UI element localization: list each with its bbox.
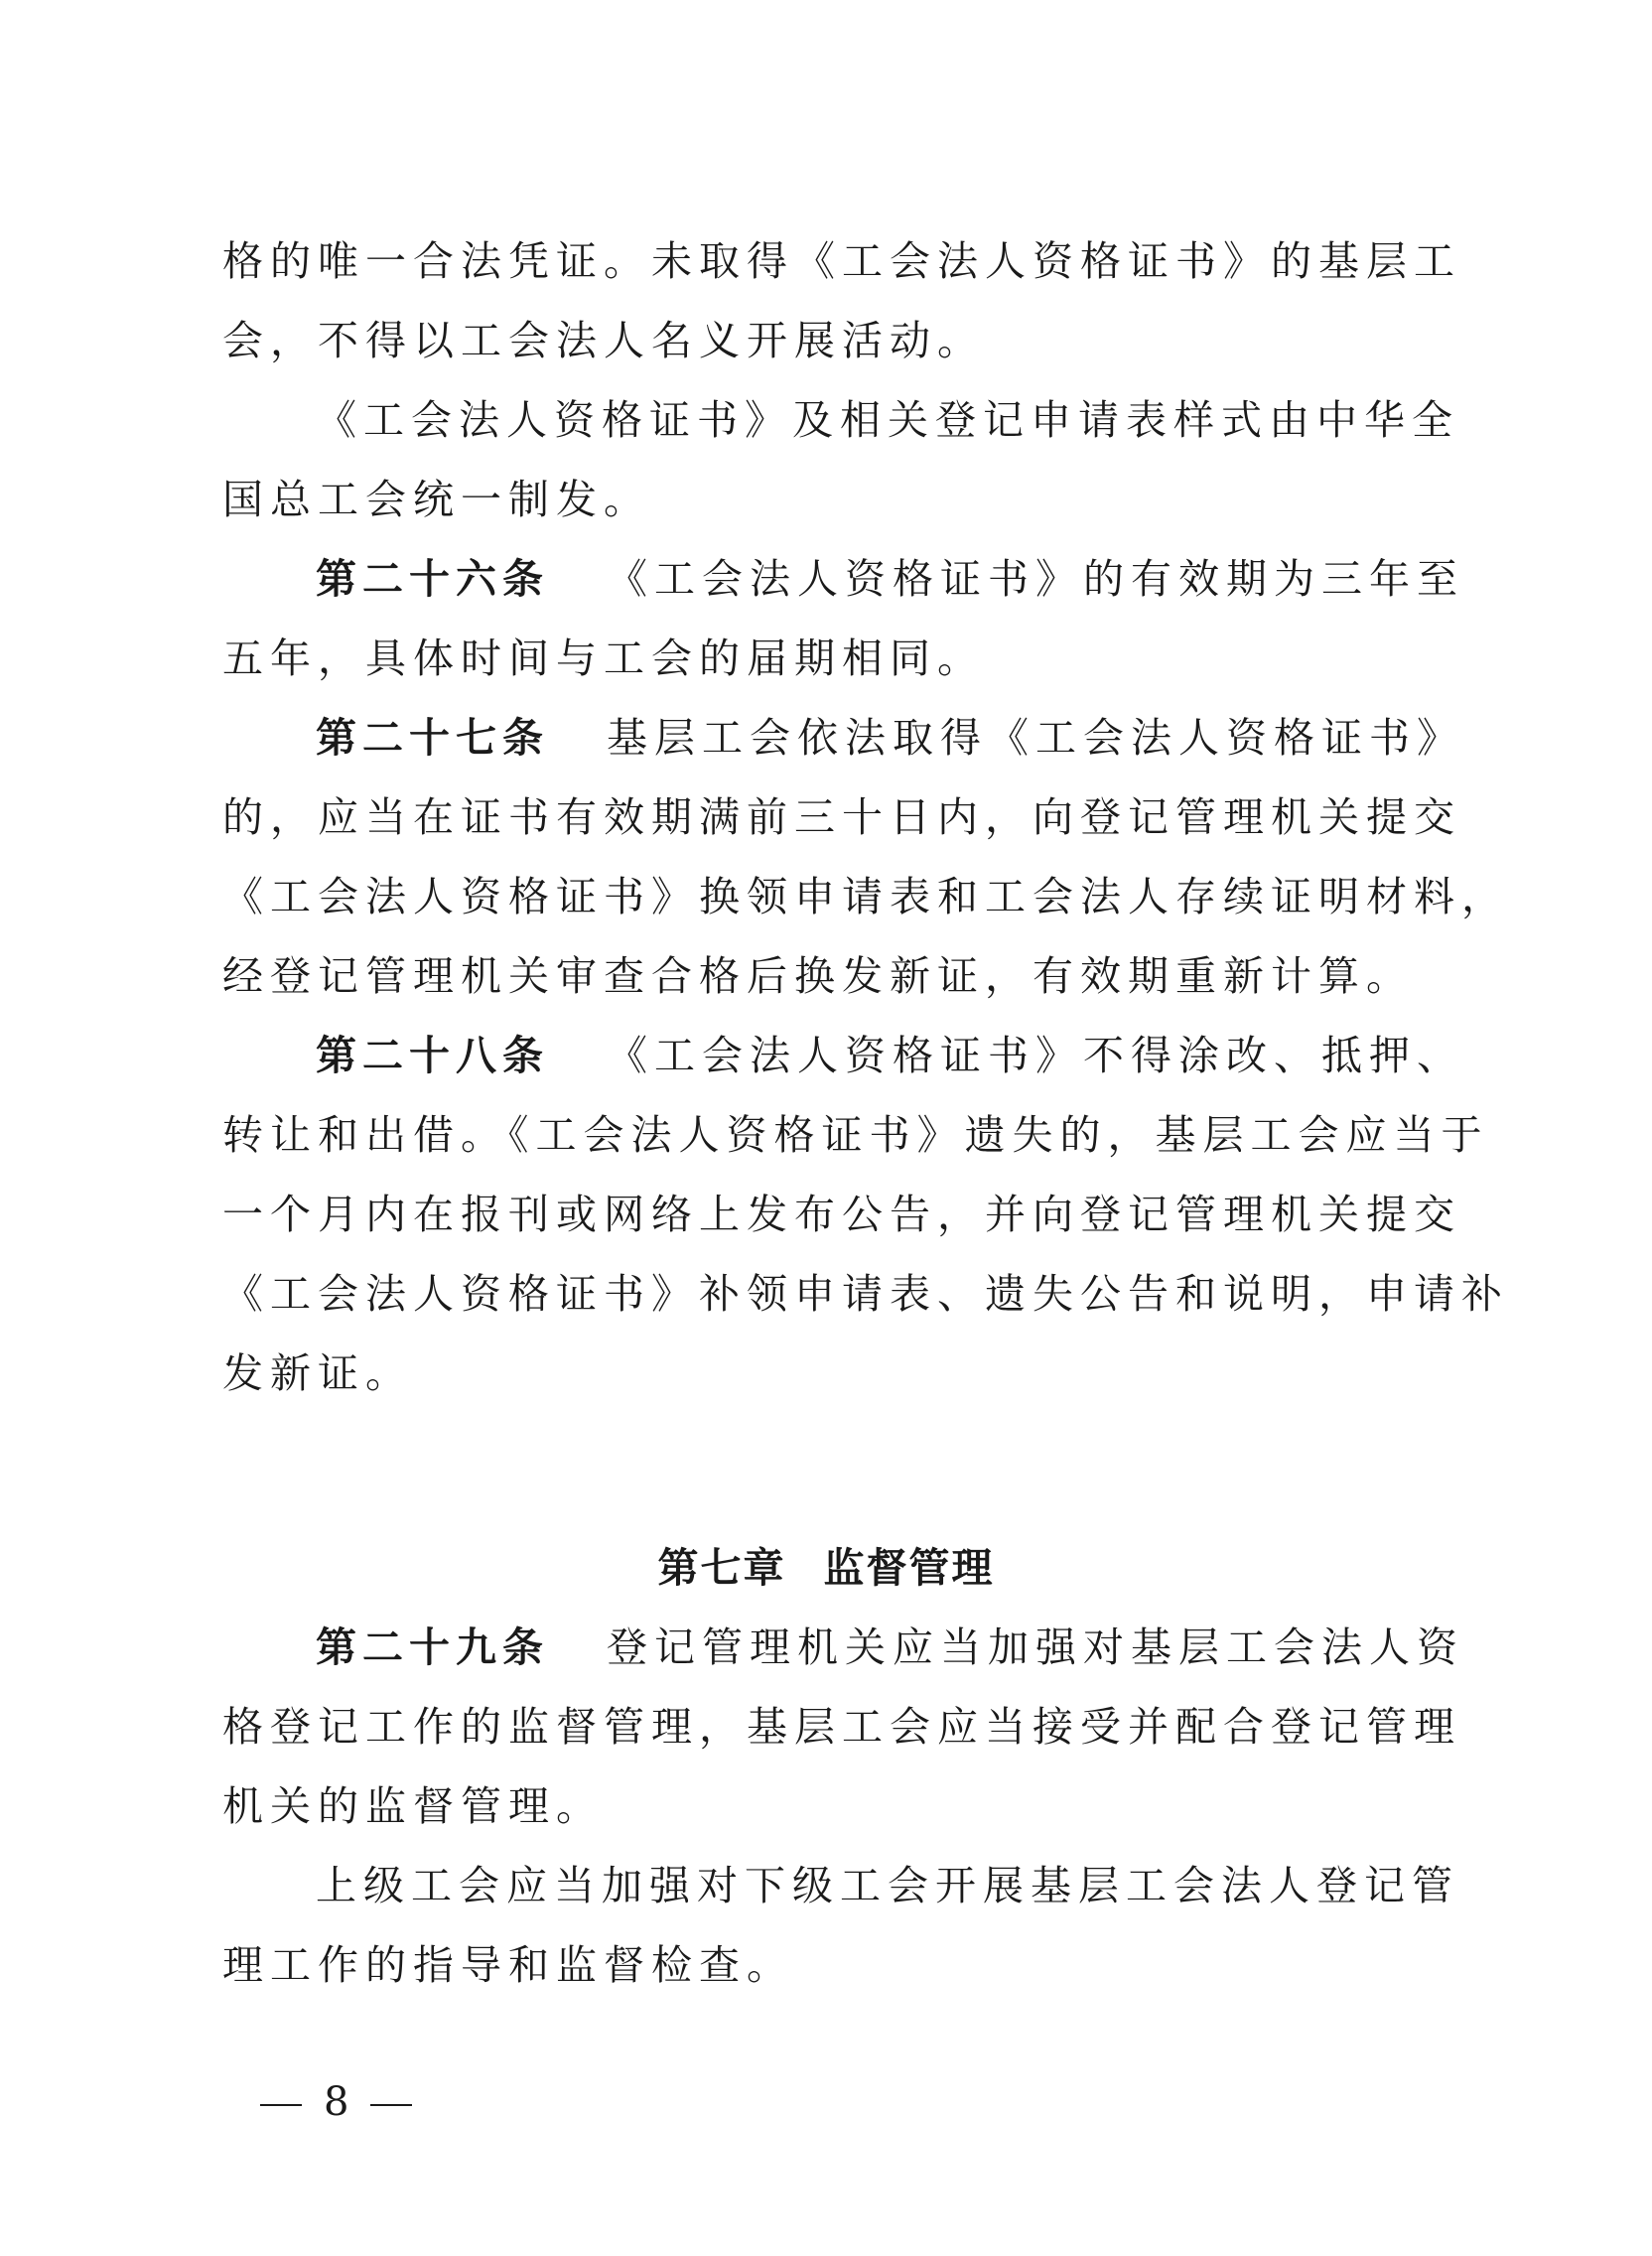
- paragraph-line: 发新证。: [222, 1349, 413, 1397]
- page-footer: [260, 2072, 412, 2132]
- paragraph-line: 《工会法人资格证书》补领申请表、遗失公告和说明，申请补: [222, 1270, 1509, 1318]
- article-28-line: [316, 1016, 1464, 1095]
- paragraph-line: 理工作的指导和监督检查。: [222, 1941, 794, 1989]
- footer-dash-left: [260, 2104, 302, 2106]
- article-27-heading: 第二十七条: [316, 714, 549, 762]
- page-number: 8: [324, 2079, 349, 2125]
- chapter-heading: [222, 1528, 1430, 1608]
- article-29-line: [316, 1608, 1464, 1687]
- article-27-text: 基层工会依法取得《工会法人资格证书》: [607, 714, 1464, 762]
- chapter-title: 监督管理: [823, 1544, 995, 1592]
- footer-dash-right: [370, 2104, 412, 2106]
- paragraph-line: 转让和出借。《工会法人资格证书》遗失的，基层工会应当于: [222, 1111, 1489, 1159]
- paragraph-line: 机关的监督管理。: [222, 1782, 604, 1830]
- paragraph-line: 格登记工作的监督管理，基层工会应当接受并配合登记管理: [222, 1703, 1461, 1751]
- article-29-text: 登记管理机关应当加强对基层工会法人资: [607, 1623, 1464, 1671]
- paragraph-line: 格的唯一合法凭证。未取得《工会法人资格证书》的基层工: [222, 237, 1461, 285]
- article-28-text: 《工会法人资格证书》不得涂改、抵押、: [607, 1032, 1464, 1079]
- paragraph-line: 经登记管理机关审查合格后换发新证，有效期重新计算。: [222, 952, 1414, 1000]
- paragraph-line: 会，不得以工会法人名义开展活动。: [222, 317, 985, 364]
- article-29-heading: 第二十九条: [316, 1623, 549, 1671]
- article-26-line: [316, 539, 1464, 619]
- paragraph-line: 国总工会统一制发。: [222, 476, 651, 523]
- article-28-heading: 第二十八条: [316, 1032, 549, 1079]
- paragraph-line: 五年，具体时间与工会的届期相同。: [222, 634, 985, 682]
- paragraph-line: 《工会法人资格证书》换领申请表和工会法人存续证明材料，: [222, 873, 1509, 920]
- chapter-number: 第七章: [657, 1544, 786, 1592]
- article-27-line: [316, 698, 1464, 777]
- article-26-heading: 第二十六条: [316, 555, 549, 603]
- article-26-text: 《工会法人资格证书》的有效期为三年至: [607, 555, 1464, 603]
- paragraph-line: 上级工会应当加强对下级工会开展基层工会法人登记管: [316, 1862, 1459, 1909]
- paragraph-line: 《工会法人资格证书》及相关登记申请表样式由中华全: [316, 396, 1459, 444]
- paragraph-line: 一个月内在报刊或网络上发布公告，并向登记管理机关提交: [222, 1191, 1461, 1238]
- paragraph-line: 的，应当在证书有效期满前三十日内，向登记管理机关提交: [222, 793, 1461, 841]
